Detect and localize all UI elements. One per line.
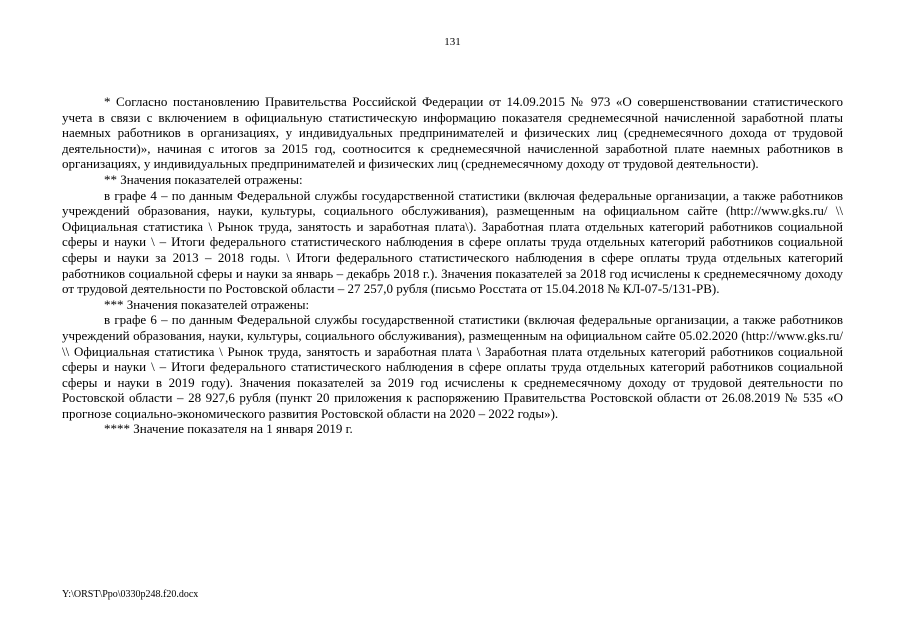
page-number: 131 — [444, 36, 461, 48]
footnote-paragraph-5: в графе 6 – по данным Федеральной службы государственной статистики (включая федеральные организации, а также работников учреждений образования, науки, культуры, социального обслуживания), размещенным на официальном сайте 05.02.2020 (http://www.gks.ru/ \\ Официальная статистика \ Рынок труда, занятость и заработная плата \ Заработная плата отдельных категорий работников социальной сферы и науки \ – Итоги федерального статистического наблюдения в сфере оплаты труда отдельных категорий работников социальной сферы и науки в 2019 году). Значения показателей за 2019 год исчислены к среднемесячному доходу от трудовой деятельности по Ростовской области – 28 927,6 рубля (пункт 20 приложения к распоряжению Правительства Ростовской области от 26.08.2019 № 535 «О прогнозе социально-экономического развития Ростовской области на 2020 – 2022 годы»). — [62, 312, 843, 421]
document-file-path: Y:\ORST\Ppo\0330p248.f20.docx — [62, 589, 199, 600]
footnotes-section — [62, 94, 843, 437]
footnote-paragraph-4: *** Значения показателей отражены: — [104, 296, 310, 312]
footnote-paragraph-6: **** Значение показателя на 1 января 2019 г. — [104, 421, 353, 437]
footnote-paragraph-1: * Согласно постановлению Правительства Российской Федерации от 14.09.2015 № 973 «О совершенствовании статистического учета в связи с включением в официальную статистическую информацию показателя среднемесячной начисленной заработной платы наемных работников в организациях, у индивидуальных предпринимателей и физических лиц (среднемесячного дохода от трудовой деятельности)», начиная с итогов за 2015 год, соотносится к среднемесячной начисленной заработной плате наемных работников в организациях, у индивидуальных предпринимателей и физических лиц (среднемесячному доходу от трудовой деятельности). — [62, 94, 843, 172]
footnote-paragraph-2: ** Значения показателей отражены: — [104, 171, 303, 187]
footnote-paragraph-3: в графе 4 – по данным Федеральной службы государственной статистики (включая федеральные организации, а также работников учреждений образования, науки, культуры, социального обслуживания), размещенным на официальном сайте (http://www.gks.ru/ \\ Официальная статистика \ Рынок труда, занятость и заработная плата\). Заработная плата отдельных категорий работников социальной сферы и науки \ – Итоги федерального статистического наблюдения в сфере оплаты труда отдельных категорий работников социальной сферы и науки за 2013 – 2018 годы. \ Итоги федерального статистического наблюдения в сфере оплаты труда отдельных категорий работников социальной сферы и науки за январь – декабрь 2018 г.). Значения показателей за 2018 год исчислены к среднемесячному доходу от трудовой деятельности по Ростовской области – 27 257,0 рубля (письмо Росстата от 15.04.2018 № КЛ-07-5/131-РВ). — [62, 187, 843, 297]
